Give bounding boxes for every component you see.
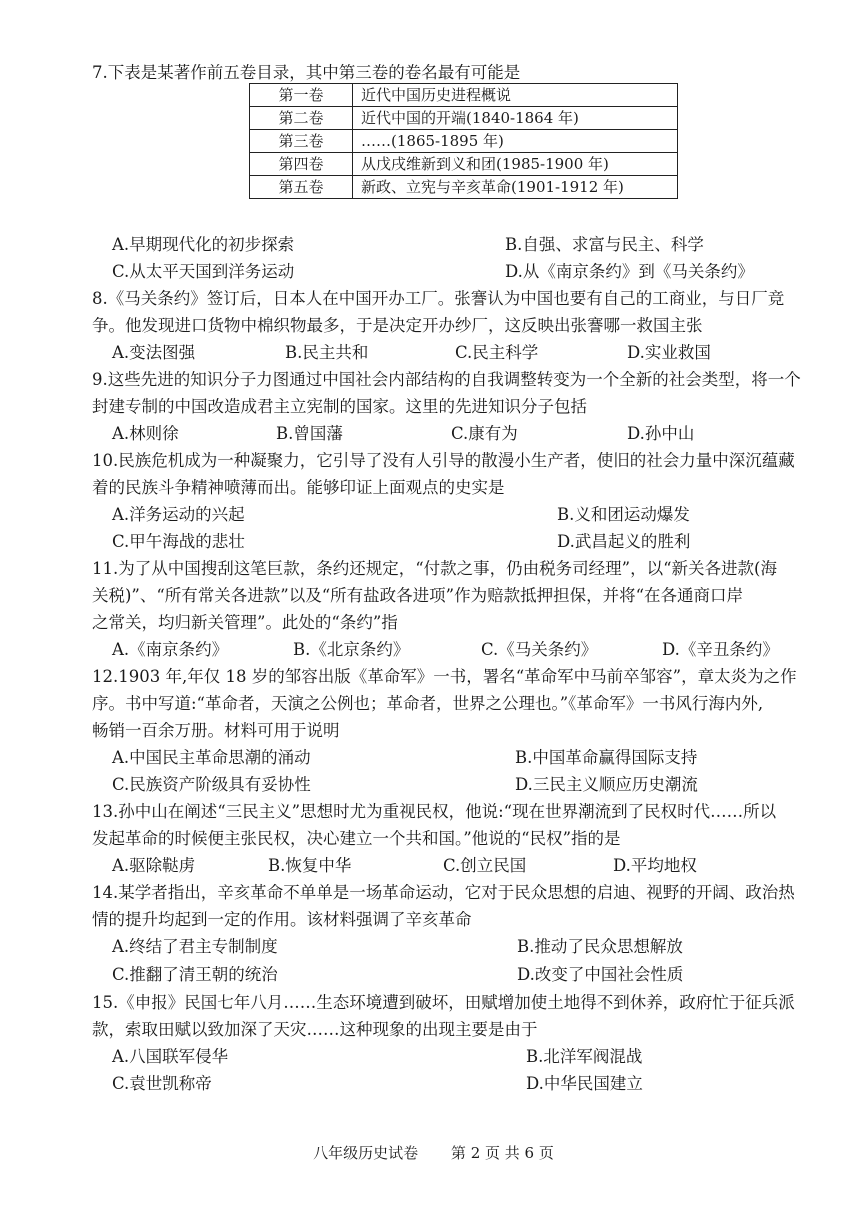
question-9-stem: 9.这些先进的知识分子力图通过中国社会内部结构的自我调整转变为一个全新的社会类型，将一个 bbox=[92, 370, 801, 389]
option-13b: B.恢复中华 bbox=[268, 856, 352, 875]
question-10-stem: 10.民族危机成为一种凝聚力，它引导了没有人引导的散漫小生产者，使旧的社会力量中深沉蕴藏 bbox=[92, 451, 795, 470]
option-9b: B.曾国藩 bbox=[276, 424, 343, 443]
option-11d: D.《辛丑条约》 bbox=[662, 640, 779, 659]
question-12-stem: 12.1903 年,年仅 18 岁的邹容出版《革命军》一书，署名“革命军中马前卒邹容”，章太炎为之作 bbox=[92, 667, 797, 686]
option-8b: B.民主共和 bbox=[285, 343, 369, 362]
question-15-stem: 款，索取田赋以致加深了天灾……这种现象的出现主要是由于 bbox=[92, 1020, 538, 1039]
option-9d: D.孙中山 bbox=[627, 424, 695, 443]
option-14c: C.推翻了清王朝的统治 bbox=[112, 965, 278, 984]
option-11c: C.《马关条约》 bbox=[481, 640, 598, 659]
option-8a: A.变法图强 bbox=[112, 343, 196, 362]
option-11b: B.《北京条约》 bbox=[293, 640, 410, 659]
question-14-stem: 情的提升均起到一定的作用。该材料强调了辛亥革命 bbox=[92, 910, 472, 929]
option-10b: B.义和团运动爆发 bbox=[557, 505, 690, 524]
question-11-stem: 关税)”、“所有常关各进款”以及“所有盐政各进项”作为赔款抵押担保，并将“在各通商口岸 bbox=[92, 586, 744, 605]
table-row: 第四卷 从戊戌维新到义和团(1985-1900 年) bbox=[250, 153, 678, 176]
option-9c: C.康有为 bbox=[451, 424, 518, 443]
option-12d: D.三民主义顺应历史潮流 bbox=[515, 775, 698, 794]
option-14d: D.改变了中国社会性质 bbox=[517, 965, 684, 984]
question-10-stem: 着的民族斗争精神喷薄而出。能够印证上面观点的史实是 bbox=[92, 478, 505, 497]
option-13d: D.平均地权 bbox=[613, 856, 697, 875]
option-7d: D.从《南京条约》到《马关条约》 bbox=[505, 262, 754, 281]
option-13c: C.创立民国 bbox=[443, 856, 527, 875]
question-13-stem: 发起革命的时候便主张民权，决心建立一个共和国。”他说的“民权”指的是 bbox=[92, 829, 621, 848]
question-8-stem: 8.《马关条约》签订后，日本人在中国开办工厂。张謇认为中国也要有自己的工商业，与日厂竞 bbox=[92, 289, 785, 308]
table-row: 第二卷 近代中国的开端(1840-1864 年) bbox=[250, 107, 678, 130]
question-11-stem: 11.为了从中国搜刮这笔巨款，条约还规定，“付款之事，仍由税务司经理”，以“新关各进款(海 bbox=[92, 559, 777, 578]
option-15a: A.八国联军侵华 bbox=[112, 1047, 229, 1066]
option-13a: A.驱除鞑虏 bbox=[112, 856, 196, 875]
option-14a: A.终结了君主专制制度 bbox=[112, 937, 278, 956]
option-12b: B.中国革命赢得国际支持 bbox=[515, 748, 698, 767]
option-10d: D.武昌起义的胜利 bbox=[557, 532, 691, 551]
question-12-stem: 序。书中写道:“革命者，天演之公例也；革命者，世界之公理也。”《革命军》一书风行海内外, bbox=[92, 694, 764, 713]
option-11a: A.《南京条约》 bbox=[112, 640, 229, 659]
option-14b: B.推动了民众思想解放 bbox=[517, 937, 683, 956]
option-15b: B.北洋军阀混战 bbox=[526, 1047, 643, 1066]
table-row: 第三卷 ……(1865-1895 年) bbox=[250, 130, 678, 153]
option-8c: C.民主科学 bbox=[455, 343, 539, 362]
question-9-stem: 封建专制的中国改造成君主立宪制的国家。这里的先进知识分子包括 bbox=[92, 397, 587, 416]
question-7-stem: 7.下表是某著作前五卷目录，其中第三卷的卷名最有可能是 bbox=[92, 63, 521, 82]
question-14-stem: 14.某学者指出，辛亥革命不单单是一场革命运动，它对于民众思想的启迪、视野的开阔、政治热 bbox=[92, 883, 795, 902]
table-row: 第一卷 近代中国历史进程概说 bbox=[250, 84, 678, 107]
option-15d: D.中华民国建立 bbox=[526, 1074, 643, 1093]
contents-table bbox=[249, 83, 678, 199]
option-9a: A.林则徐 bbox=[112, 424, 179, 443]
option-12a: A.中国民主革命思潮的涌动 bbox=[112, 748, 311, 767]
question-13-stem: 13.孙中山在阐述“三民主义”思想时尤为重视民权，他说:“现在世界潮流到了民权时代……所以 bbox=[92, 802, 777, 821]
question-15-stem: 15.《申报》民国七年八月……生态环境遭到破坏，田赋增加使土地得不到休养，政府忙于征兵派 bbox=[92, 993, 795, 1012]
option-7c: C.从太平天国到洋务运动 bbox=[112, 262, 295, 281]
page-footer bbox=[0, 1142, 867, 1163]
question-11-stem: 之常关，均归新关管理”。此处的“条约”指 bbox=[92, 613, 398, 632]
option-7b: B.自强、求富与民主、科学 bbox=[505, 235, 704, 254]
page-number: 第 2 页 共 6 页 bbox=[450, 1144, 554, 1162]
option-10a: A.洋务运动的兴起 bbox=[112, 505, 245, 524]
option-10c: C.甲午海战的悲壮 bbox=[112, 532, 245, 551]
question-8-stem: 争。他发现进口货物中棉织物最多，于是决定开办纱厂，这反映出张謇哪一救国主张 bbox=[92, 316, 703, 335]
footer-subject: 八年级历史试卷 bbox=[313, 1144, 419, 1162]
option-8d: D.实业救国 bbox=[627, 343, 711, 362]
table-row: 第五卷 新政、立宪与辛亥革命(1901-1912 年) bbox=[250, 176, 678, 199]
option-15c: C.袁世凯称帝 bbox=[112, 1074, 212, 1093]
option-12c: C.民族资产阶级具有妥协性 bbox=[112, 775, 311, 794]
question-12-stem: 畅销一百余万册。材料可用于说明 bbox=[92, 721, 340, 740]
option-7a: A.早期现代化的初步探索 bbox=[112, 235, 295, 254]
